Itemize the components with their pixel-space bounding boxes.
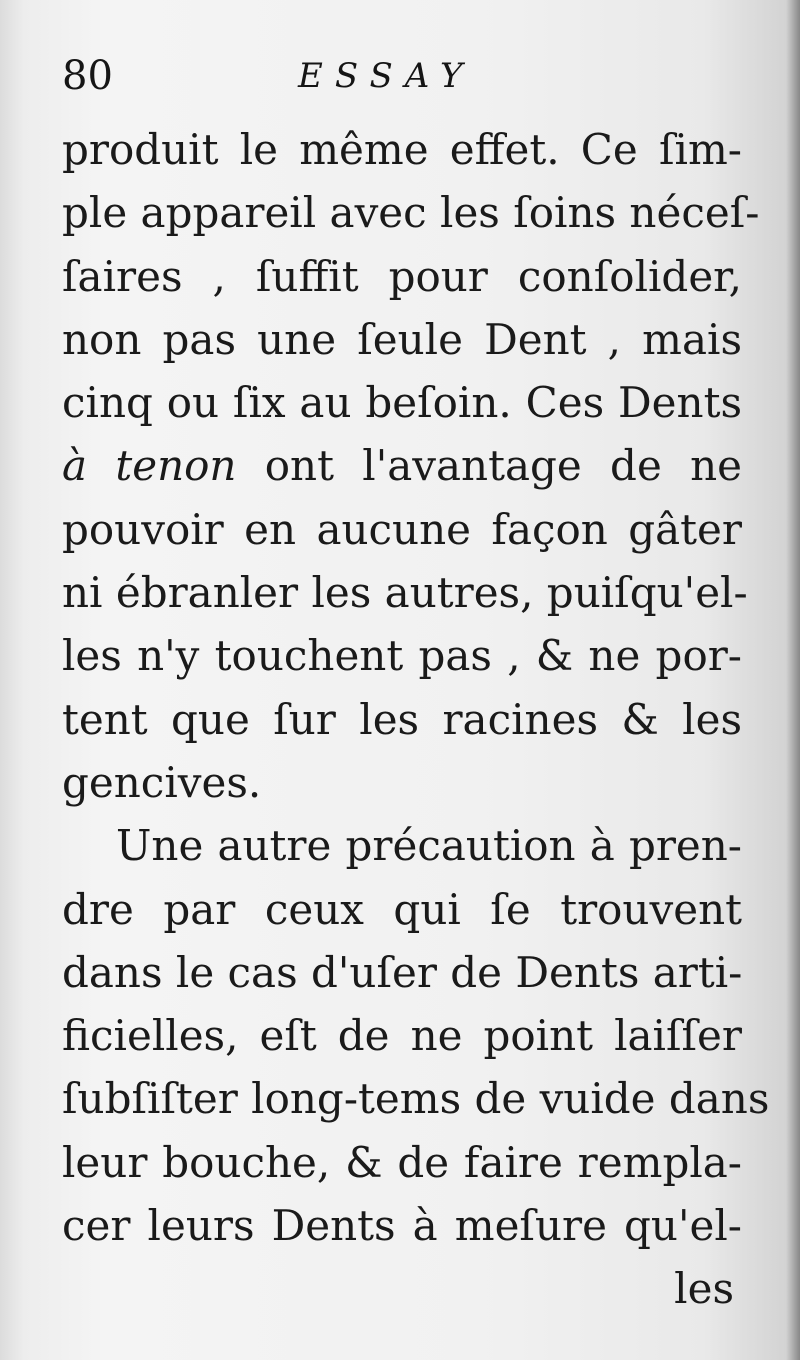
text-line (62, 434, 742, 497)
text-line: produit le même effet. Ce ſim- (62, 125, 742, 174)
text-line: ſaires , ſuffit pour conſolider, (62, 251, 742, 301)
text-line: dre par ceux qui ſe trouvent (62, 884, 742, 934)
text-line: ple appareil avec les ſoins néceſ- (62, 188, 760, 238)
text-line: non pas une ſeule Dent , mais (62, 314, 742, 364)
page-number: 80 (62, 53, 113, 99)
text-line: ſubſiſter long-tems de vuide dans (62, 1074, 770, 1124)
catchword: les (674, 1264, 734, 1314)
text-line: ni ébranler les autres, puiſqu'el- (62, 568, 748, 618)
text-line: gencives. (62, 757, 262, 807)
page-header (62, 48, 722, 104)
text-line: les n'y touchent pas , & ne por- (62, 631, 742, 681)
text-line: dans le cas d'uſer de Dents arti- (62, 947, 743, 997)
text-line: cinq ou ſix au beſoin. Ces Dents (62, 378, 742, 428)
paragraph-first-line: Une autre précaution à pren- (116, 821, 742, 871)
italic-phrase: à tenon (62, 441, 237, 491)
text-line: leur bouche, & de faire rempla- (62, 1137, 742, 1187)
text-line: tent que ſur les racines & les (62, 694, 742, 744)
running-title: ESSAY (298, 56, 475, 96)
text-fragment: ont l'avantage de ne (236, 441, 743, 491)
text-line: pouvoir en aucune façon gâter (62, 504, 742, 554)
text-line: cer leurs Dents à meſure qu'el- (62, 1201, 742, 1251)
text-line: ficielles, eſt de ne point laiſſer (62, 1011, 742, 1061)
body-text (62, 118, 770, 1321)
